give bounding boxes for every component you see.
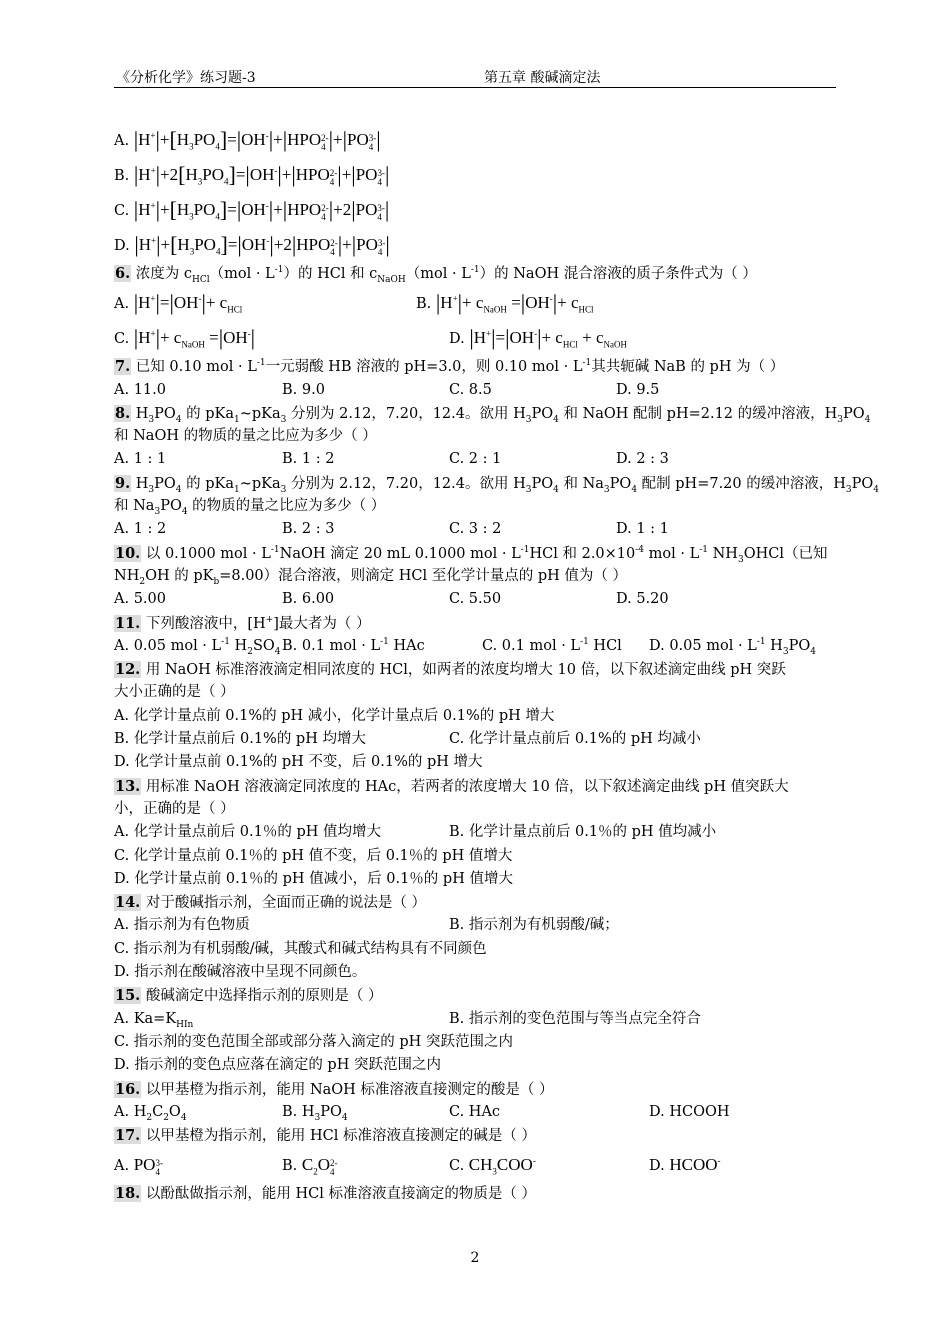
exercise-content	[114, 122, 880, 1206]
q15-options-ab: A. $Ka=K_{HIn}$ B. 指示剂的变色范围与等当点完全符合	[114, 1010, 701, 1030]
q13-option-d: D. 化学计量点前 0.1％的 pH 值减小，后 0.1％的 pH 值增大	[114, 870, 513, 887]
q12-option-a: A. 化学计量点前 0.1%的 pH 减小，化学计量点后 0.1%的 pH 增大	[114, 707, 555, 724]
q15-stem: 15. 酸碱滴定中选择指示剂的原则是（ ）	[115, 987, 383, 1005]
q11-stem: 11. 下列酸溶液中，[H+]最大者为（ ）	[115, 614, 371, 632]
q6-options-cd: C. $|H^+|+ c_{NaOH} =|OH^-|$ D. $|H^+|=|OH^-|+ c_{HCl} + c_{NaOH}$	[114, 325, 628, 351]
q13-stem-line2: 小，正确的是（ ）	[114, 800, 235, 817]
header-chapter-title: 第五章 酸碱滴定法	[484, 70, 601, 86]
q9-options: A. 1 : 2 B. 2 : 3 C. 3 : 2 D. 1 : 1	[114, 521, 669, 538]
q7-options: A. 11.0 B. 9.0 C. 8.5 D. 9.5	[114, 381, 660, 398]
q5-option-a: A. $|H^+|+[H_3PO_4]=|OH^-|+|HPO$ 2- 4 |+|PO 3- 4 |	[114, 127, 381, 152]
q8-options: A. 1 : 1 B. 1 : 2 C. 2 : 1 D. 2 : 3	[114, 451, 669, 468]
q17-options: A. PO 3- 4 B. $C_2O$ 2- 4 C. $CH_3COO^-$ D. HCOO-	[114, 1155, 721, 1178]
q12-stem-line1: 12. 用 NaOH 标准溶液滴定相同浓度的 HCl，如两者的浓度均增大 10 倍，以下叙述滴定曲线 pH 突跃	[115, 661, 786, 679]
q13-option-c: C. 化学计量点前 0.1％的 pH 值不变，后 0.1％的 pH 值增大	[114, 847, 513, 864]
page-header	[114, 65, 836, 88]
q8-stem-line1: 8. $H_3PO_4$ 的 pKa$_1$~pKa$_3$ 分别为 2.12，7.20，12.4。欲用 $H_3PO_4$ 和 NaOH 配制 pH=2.12 的缓冲溶液，$H_3PO_4$	[115, 404, 871, 425]
q10-stem-line1: 10. 以 0.1000 mol · $L^{-1}NaOH$ 滴定 20 mL 0.1000 mol · $L^{-1}HCl$ 和 $2.0\times 10^{-4}$ mol · $L^{-1}$ $NH_3OHCl$（已知	[115, 544, 828, 565]
q9-stem-line2: 和 $Na_3PO_4$ 的物质的量之比应为多少（ ）	[114, 498, 386, 517]
q15-option-d: D. 指示剂的变色点应落在滴定的 pH 突跃范围之内	[114, 1057, 441, 1074]
q12-options-bc: B. 化学计量点前后 0.1%的 pH 均增大 C. 化学计量点前后 0.1%的 pH 均减小	[114, 731, 701, 748]
q5-option-c: C. $|H^+|+[H_3PO_4]=|OH^-|+|HPO$ 2- 4 |+2|PO 3- 4 |	[114, 197, 390, 222]
q10-options: A. 5.00 B. 6.00 C. 5.50 D. 5.20	[114, 591, 669, 608]
q7-stem: 7. 已知 0.10 mol · $L^{-1}$一元弱酸 HB 溶液的 pH=3.0，则 0.10 mol · $L^{-1}$其共轭碱 NaB 的 pH 为（ ）	[115, 358, 785, 376]
q13-options-ab: A. 化学计量点前后 0.1％的 pH 值均增大 B. 化学计量点前后 0.1％的 pH 值均减小	[114, 824, 717, 841]
q15-option-c: C. 指示剂的变色范围全部或部分落入滴定的 pH 突跃范围之内	[114, 1033, 513, 1050]
header-left-title: 《分析化学》练习题-3	[116, 70, 256, 86]
q6-options-ab: A. $|H^+|=|OH^-|+ c_{HCl}$ B. $|H^+|+ c_{NaOH} =|OH^-|+ c_{HCl}$	[114, 290, 594, 316]
q16-options: A. $H_2C_2O_4$ B. $H_3PO_4$ C. HAc D. HCOOH	[114, 1103, 730, 1123]
q9-stem-line1: 9. $H_3PO_4$ 的 pKa$_1$~pKa$_3$ 分别为 2.12，7.20，12.4。欲用 $H_3PO_4$ 和 $Na_3PO_4$ 配制 pH=7.20 的缓冲溶液，$H_3PO_4$	[115, 474, 880, 495]
q14-options-ab: A. 指示剂为有色物质 B. 指示剂为有机弱酸/碱；	[114, 917, 619, 934]
q14-option-c: C. 指示剂为有机弱酸/碱，其酸式和碱式结构具有不同颜色	[114, 940, 487, 957]
q12-stem-line2: 大小正确的是（ ）	[114, 684, 235, 701]
q11-options: A. 0.05 mol · $L^{-1}$ $H_2SO_4$ B. 0.1 mol · $L^{-1}$ HAc C. 0.1 mol · $L^{-1}$ HCl D. 0.05 mol · $L^{-1}$ $H_3PO_4$	[114, 637, 816, 657]
q5-option-b: B. $|H^+|+2[H_3PO_4]=|OH^-|+|HPO$ 2- 4 |+|PO 3- 4 |	[114, 162, 390, 187]
q12-option-d: D. 化学计量点前 0.1%的 pH 不变，后 0.1%的 pH 增大	[114, 754, 483, 771]
page-number: 2	[470, 1250, 480, 1266]
q5-option-d: D. $|H^+|+[H_3PO_4]=|OH^-|+2|HPO$ 2- 4 |+|PO 3- 4 |	[114, 232, 390, 257]
q14-stem: 14. 对于酸碱指示剂，全面而正确的说法是（ ）	[115, 894, 426, 912]
q14-option-d: D. 指示剂在酸碱溶液中呈现不同颜色。	[114, 964, 367, 981]
q8-stem-line2: 和 NaOH 的物质的量之比应为多少（ ）	[114, 428, 377, 445]
q13-stem-line1: 13. 用标准 NaOH 溶液滴定同浓度的 HAc，若两者的浓度增大 10 倍，以下叙述滴定曲线 pH 值突跃大	[115, 777, 789, 795]
q6-stem: 6. 浓度为 $c_{HCl}(mol \cdot L^{-1})$的 HCl 和 $c_{NaOH}(mol \cdot L^{-1})$的 NaOH 混合溶液的质子条件式为（ ）	[115, 265, 757, 285]
q17-stem: 17. 以甲基橙为指示剂，能用 HCl 标准溶液直接测定的碱是（ ）	[115, 1127, 537, 1145]
q18-stem: 18. 以酚酞做指示剂，能用 HCl 标准溶液直接滴定的物质是（ ）	[115, 1185, 537, 1203]
q10-stem-line2: $NH_2OH$ 的 $pK_b=8.00$）混合溶液，则滴定 HCl 至化学计量点的 pH 值为（ ）	[114, 567, 628, 587]
q16-stem: 16. 以甲基橙为指示剂，能用 NaOH 标准溶液直接测定的酸是（ ）	[115, 1080, 554, 1098]
